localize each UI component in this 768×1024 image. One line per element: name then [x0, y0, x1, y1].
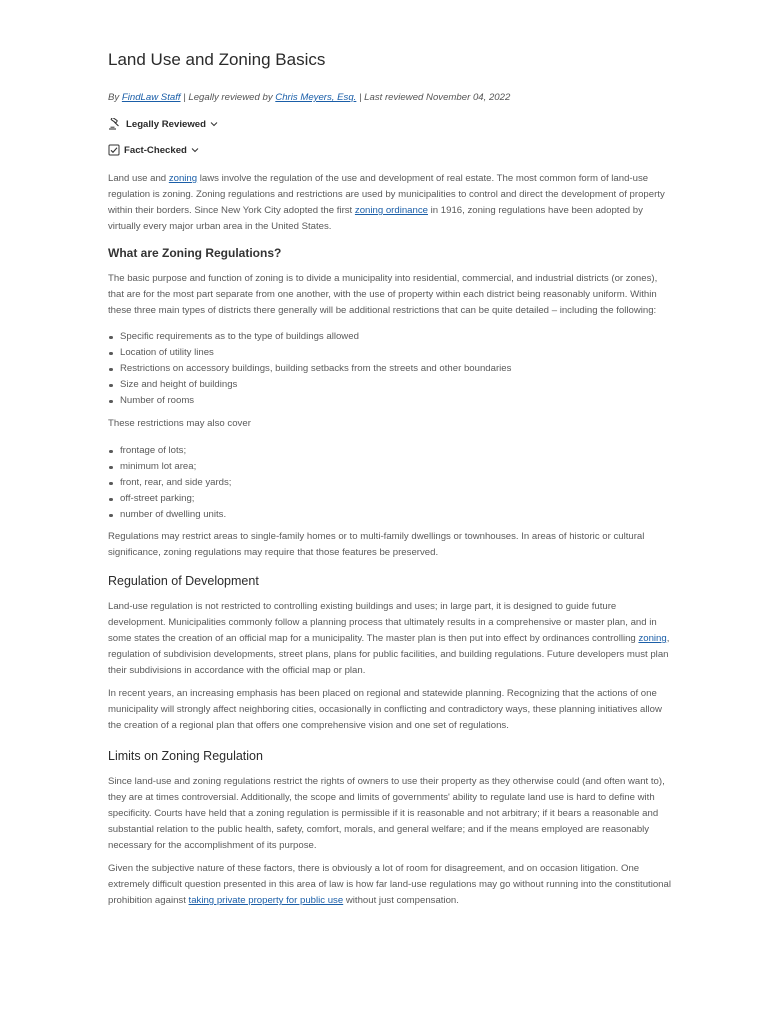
text: without just compensation. [343, 895, 459, 906]
text: Land use and [108, 173, 169, 184]
list-item: Restrictions on accessory buildings, building setbacks from the streets and other boundaries [108, 361, 672, 377]
checklist-icon [108, 144, 120, 156]
restrictions-list [108, 443, 672, 523]
list-item: frontage of lots; [108, 443, 672, 459]
chevron-down-icon [210, 121, 218, 127]
zoning-link[interactable]: zoning [168, 173, 198, 184]
list-item: Location of utility lines [108, 345, 672, 361]
section3-paragraph-1: Since land-use and zoning regulations restrict the rights of owners to use their property as they otherwise could (and often want to), they are at times controversial. Additionally, the scope and limits of governments' ability to regulate land use is hard to define with specificity. Courts have held that a zoning regulation is permissible if it is reasonable and not arbitrary; if it bears a reasonable and substantial relation to the public health, safety, comfort, morals, and general welfare; and if the means employed are reasonably necessary for the accomplishment of its purpose. [108, 776, 665, 851]
section-heading-regulation-of-development: Regulation of Development [108, 574, 259, 588]
section3-paragraph-2 [108, 861, 672, 909]
text: Land-use regulation is not restricted to controlling existing buildings and uses; in large part, it is designed to guide future development. Municipalities commonly follow a planning process that ultimately results in a comprehensive or master plan, and in some states the creation of an official map for a municipality. The master plan is then put into effect by ordinances controlling [108, 601, 657, 644]
list-item: Number of rooms [108, 393, 672, 409]
section1-paragraph-2: These restrictions may also cover [108, 418, 251, 429]
byline-reviewed-by: | Legally reviewed by [180, 92, 276, 103]
intro-paragraph [108, 171, 672, 235]
list-item: Size and height of buildings [108, 377, 672, 393]
legally-reviewed-label: Legally Reviewed [126, 118, 206, 130]
section-heading-zoning-regulations: What are Zoning Regulations? [108, 246, 282, 260]
gavel-icon [108, 118, 122, 130]
chevron-down-icon [191, 147, 199, 153]
section-heading-limits-on-zoning: Limits on Zoning Regulation [108, 749, 263, 763]
building-requirements-list [108, 329, 672, 409]
byline-by: By [108, 92, 122, 103]
list-item: minimum lot area; [108, 459, 672, 475]
zoning-ordinance-link[interactable]: zoning ordinance [354, 205, 428, 216]
text: in 1916, zoning regulations have been adopted by virtually every major urban area in the United States. [108, 205, 643, 232]
text: , regulation of subdivision developments, street plans, plans for public facilities, and building regulations. Future developers must plan their subdivisions in accordance with the official map or plan. [108, 633, 670, 676]
fact-checked-label: Fact-Checked [124, 144, 187, 156]
page-title: Land Use and Zoning Basics [108, 50, 326, 69]
list-item: number of dwelling units. [108, 507, 672, 523]
fact-checked-toggle[interactable] [108, 143, 672, 157]
list-item: front, rear, and side yards; [108, 475, 672, 491]
byline-last-reviewed: | Last reviewed November 04, 2022 [356, 92, 511, 103]
section1-paragraph-1: The basic purpose and function of zoning is to divide a municipality into residential, commercial, and industrial districts (or zones), that are for the most part separate from one another, with the use of property within each district being reasonably uniform. Within these three main types of districts there generally will be additional restrictions that can be quite detailed – including the following: [108, 273, 658, 316]
taking-private-property-link[interactable]: taking private property for public use [188, 895, 344, 906]
text: Given the subjective nature of these factors, there is obviously a lot of room for disagreement, and on occasion litigation. One extremely difficult question presented in this area of law is how far land-use regulations may go without running into the constitutional prohibition against [108, 863, 671, 906]
list-item: Specific requirements as to the type of buildings allowed [108, 329, 672, 345]
section2-paragraph-2: In recent years, an increasing emphasis has been placed on regional and statewide planning. Recognizing that the actions of one municipality will strongly affect neighboring cities, occasionally in conflicting and contradictory ways, these planning initiatives allow the creation of a regional plan that offers one comprehensive vision and one set of regulations. [108, 688, 662, 731]
list-item: off-street parking; [108, 491, 672, 507]
text: laws involve the regulation of the use and development of real estate. The most common form of land-use regulation is zoning. Zoning regulations and restrictions are used by municipalities to control and direct the development of property within their borders. Since New York City adopted the first [108, 173, 665, 216]
section1-paragraph-3: Regulations may restrict areas to single-family homes or to multi-family dwellings or townhouses. In areas of historic or cultural significance, zoning regulations may require that those features be preserved. [108, 531, 645, 558]
author-link[interactable]: FindLaw Staff [121, 92, 181, 103]
legally-reviewed-toggle[interactable] [108, 117, 672, 131]
byline [108, 91, 672, 105]
reviewer-link[interactable]: Chris Meyers, Esq. [275, 92, 357, 103]
section2-paragraph-1 [108, 599, 672, 679]
zoning-link[interactable]: zoning [638, 633, 667, 644]
article [108, 48, 672, 909]
